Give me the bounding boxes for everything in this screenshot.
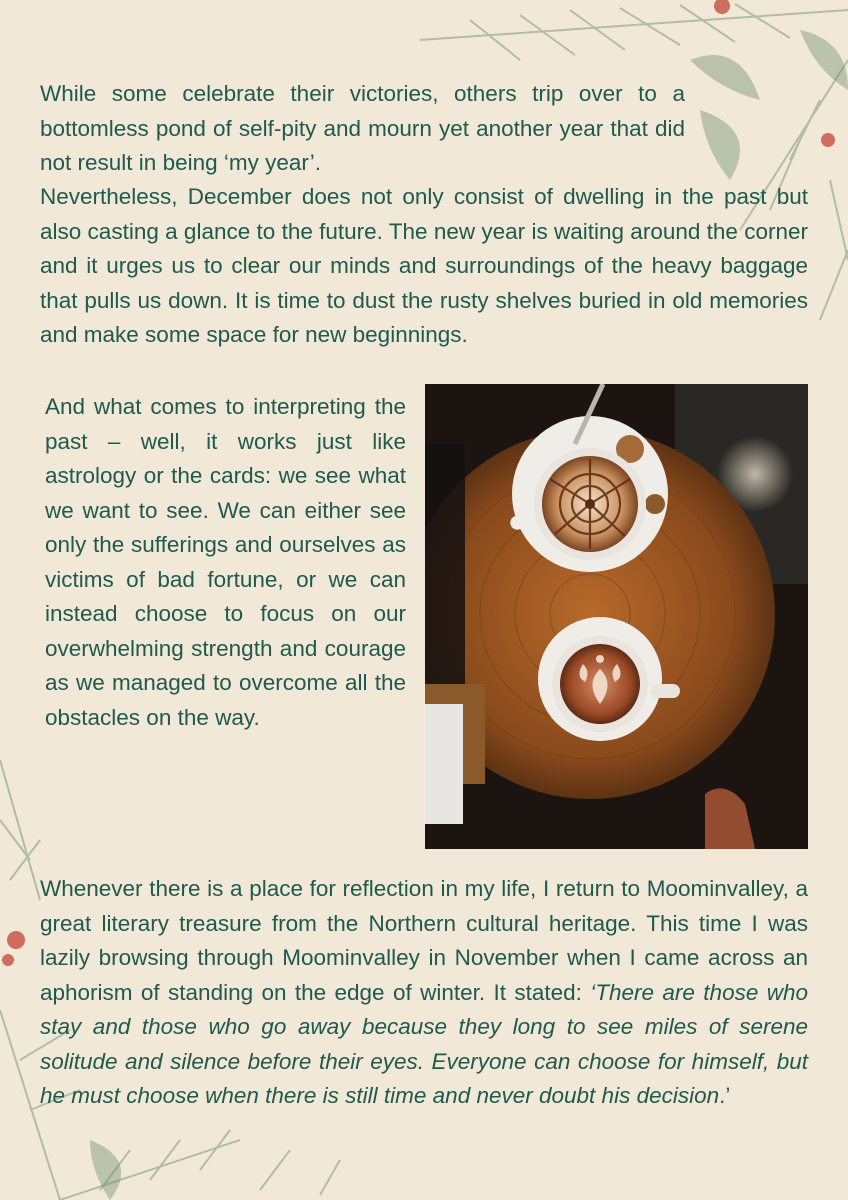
moomin-quote: ‘There are those who stay and those who go away because they long to see miles of serene solitude and silence before their eyes. Everyone can choose for himself, but he must choose when there is still time and never doubt his decision — [40, 979, 808, 1108]
paragraph-4-intro: Whenever there is a place for reflection in my life, I return to Moominvalley, a great literary treasure from the Northern cultural heritage. This time I was lazily browsing through Moominvalley in November when I came across an aphorism of standing on the edge of winter. It stated: — [40, 876, 808, 1005]
quote-close: .’ — [719, 1083, 731, 1108]
paragraph-3 — [45, 390, 406, 735]
coffee-cups-illustration — [425, 384, 808, 849]
paragraph-1-text: While some celebrate their victories, others trip over to a bottomless pond of self-pity and mourn yet another year that did not result in being ‘my year’. — [40, 81, 685, 175]
paragraph-3-text: And what comes to interpreting the past – well, it works just like astrology or the cards: we see what we want to see. We can either see only the sufferings and ourselves as victims of bad fortune, or we can instead choose to focus on our overwhelming strength and courage as we managed to overcome all the obstacles on the way. — [45, 394, 406, 730]
paragraph-1 — [40, 77, 685, 181]
paragraph-4 — [40, 872, 808, 1114]
paragraph-2-text: Nevertheless, December does not only consist of dwelling in the past but also casting a glance to the future. The new year is waiting around the corner and it urges us to clear our minds and surroundings of the heavy baggage that pulls us down. It is time to dust the rusty shelves buried in old memories and make some space for new beginnings. — [40, 184, 808, 347]
coffee-cups-photo — [425, 384, 808, 849]
paragraph-2 — [40, 180, 808, 353]
